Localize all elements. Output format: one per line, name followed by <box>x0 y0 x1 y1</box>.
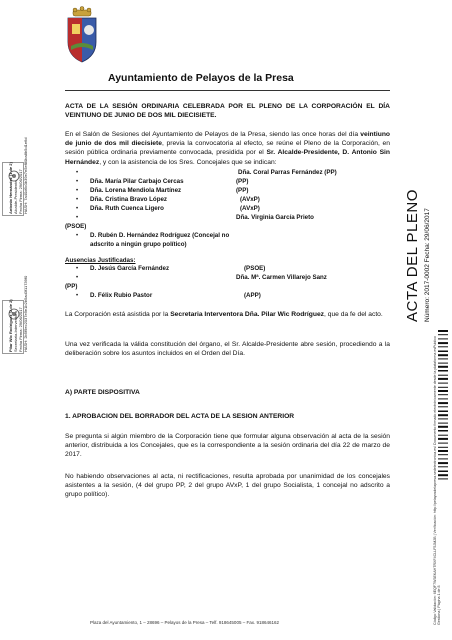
barcode-bar <box>438 330 448 332</box>
attendee-party: (PSOE) <box>65 223 87 230</box>
absent-party: (PSOE) <box>244 265 266 272</box>
bullet: • <box>76 179 79 185</box>
session-paragraph: Una vez verificada la válida constitución del órgano, el Sr. Alcalde-Presidente abre sesión, procediendo a la deliberación sobre los asuntos incluidos en el Orden del Día. <box>65 341 390 358</box>
signature-2-text: Pilar Wic Rodríguez (2 de 2) Secretaria-Interventora Fecha Firma: 29/06/2017 HASH: 2b5f9ec2037e9e1b2b5ad3f11739f0 <box>8 275 28 352</box>
approval-paragraph: No habiendo observaciones al acta, ni rectificaciones, resulta aprobada por unanimidad de los concejales asistentes a la sesión, (4 del grupo PP, 2 del grupo AVxP, 1 del grupo Socialista, 1 concejal no adscrito a grupo político). <box>65 473 390 499</box>
minutes-paragraph: Se pregunta si algún miembro de la Corporación tiene que formular alguna observación al acta de la sesión anterior, distribuida a los Concejales, que es la correspondiente a la sesión ordinaria del día 22 de marzo de 2017. <box>65 433 390 459</box>
section-heading-a: A) PARTE DISPOSITIVA <box>65 389 140 396</box>
bullet: • <box>76 233 79 239</box>
bullet: • <box>76 170 79 176</box>
page-title: Ayuntamiento de Pelayos de la Presa <box>108 72 294 84</box>
bullet: • <box>76 197 79 203</box>
absent-member: Dña. Mª. Carmen Villarejo Sanz <box>236 274 327 281</box>
act-stamp-number: Número: 2017-0002 Fecha: 29/06/2017 <box>424 208 431 322</box>
attendee-party: (PP) <box>236 178 249 185</box>
header-divider <box>65 90 390 91</box>
attendee: adscrito a ningún grupo político) <box>90 241 187 248</box>
attendee-party: (PP) <box>236 187 249 194</box>
signature-1-text: Antonio Hernández (1 de 2) Alcalde-Presidente Fecha Firma: 29/06/2017 HASH: 7a40d6c0b39e7e5ef80ba8b5d1e6d <box>8 137 28 214</box>
page-footer: Plaza del Ayuntamiento, 1 – 28696 – Pelayos de la Presa – Telf. 918645005 – Fax. 918646162 <box>90 620 279 625</box>
bullet: • <box>76 206 79 212</box>
attendee: D. Rubén D. Hernández Rodríguez (Concejal no <box>90 232 230 239</box>
attendee: Dña. Ruth Cuenca Ligero <box>90 205 164 212</box>
coat-of-arms-logo <box>64 6 100 66</box>
absent-member: D. Jesús García Fernández <box>90 265 170 272</box>
bullet: • <box>76 266 79 272</box>
absent-member: D. Félix Rubio Pastor <box>90 292 153 299</box>
absent-party: (PP) <box>65 283 78 290</box>
secretary-paragraph: La Corporación está asistida por la Secretaria Interventora Dña. Pilar Wic Rodríguez, que da fe del acto. <box>65 311 383 318</box>
attendee-party: (AVxP) <box>240 205 260 212</box>
intro-paragraph: En el Salón de Sesiones del Ayuntamiento de Pelayos de la Presa, siendo las once horas del día veintiuno de junio de dos mil diecisiete, previa la convocatoria al efecto, se reúne el Pleno de la Corporación, en sesión pública ordinaria previamente convocada, presidida por el Sr. Alcalde-Presidente, D. Antonio Sin Hernández, y con la asistencia de los Sres. Concejales que se indican: <box>65 131 390 166</box>
bullet: • <box>76 215 79 221</box>
attendee: Dña. Coral Parras Fernández (PP) <box>238 169 337 176</box>
bullet: • <box>76 188 79 194</box>
validation-text: Código Validación: 6EQF7W3EKAHTRXF4CLLF5JM2B | Verificación: http://pelayosdelapresa.sedelectronica.es/ Documento firmado electrónicamente desde la plataforma esPublico Gestiona | Página 1 de 8 <box>433 336 442 625</box>
attendee: Dña. Cristina Bravo López <box>90 196 168 203</box>
bullet: • <box>76 293 79 299</box>
attendee-party: (AVxP) <box>240 196 260 203</box>
attendee: Dña. Virginia García Prieto <box>236 214 314 221</box>
attendee: Dña. Lorena Mendiola Martínez <box>90 187 182 194</box>
attendee: Dña. María Pilar Carbajo Cercas <box>90 178 184 185</box>
act-heading: ACTA DE LA SESIÓN ORDINARIA CELEBRADA POR EL PLENO DE LA CORPORACIÓN EL DÍA VEINTIUNO DE JUNIO DE DOS MIL DIECISIETE. <box>65 103 390 120</box>
bullet: • <box>76 275 79 281</box>
act-stamp-title: ACTA DEL PLENO <box>404 189 421 322</box>
absences-heading: Ausencias Justificadas: <box>65 257 136 264</box>
section-heading-1: 1. APROBACION DEL BORRADOR DEL ACTA DE LA SESION ANTERIOR <box>65 413 295 420</box>
absent-party: (APP) <box>244 292 261 299</box>
